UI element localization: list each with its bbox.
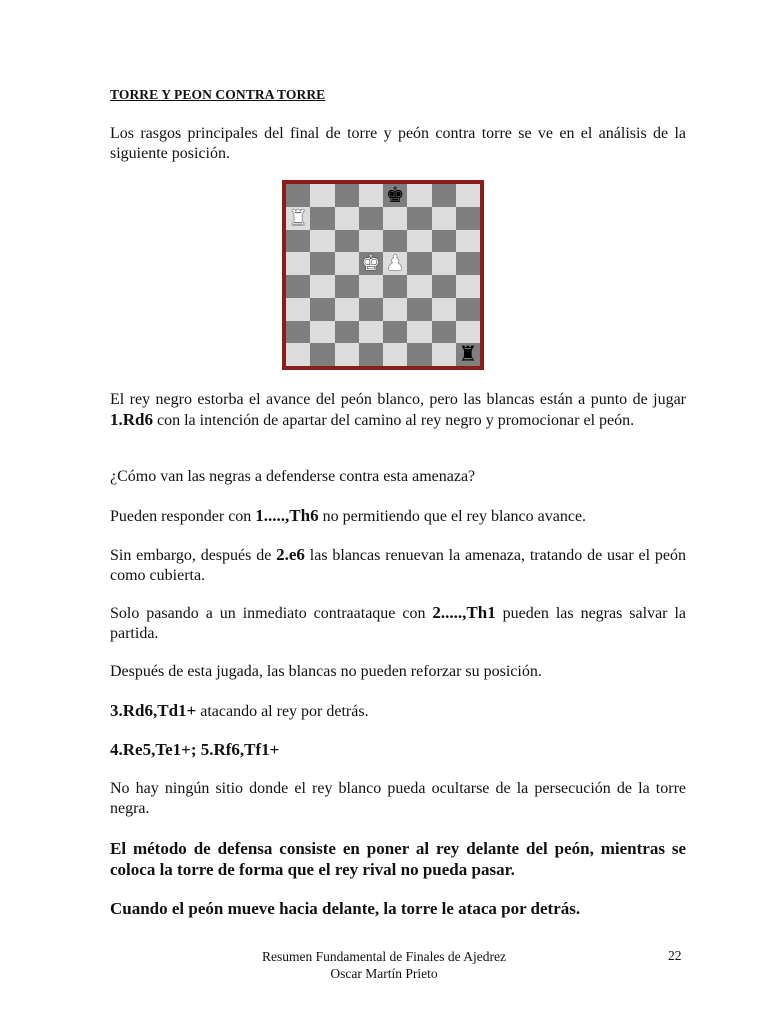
board-square-e4 [383,275,407,298]
board-square-a7 [286,207,310,230]
board-square-d2 [359,321,383,344]
board-square-d8 [359,184,383,207]
board-square-f5 [407,252,431,275]
board-square-c1 [335,343,359,366]
board-square-c4 [335,275,359,298]
board-square-f2 [407,321,431,344]
board-square-g5 [432,252,456,275]
black-king-icon: ♚ [385,182,405,207]
board-square-d5 [359,252,383,275]
paragraph-defense-method: El método de defensa consiste en poner al rey delante del peón, mientras se coloca la torre de forma que el rey rival no pueda pasar. [110,839,686,879]
board-square-a8 [286,184,310,207]
board-square-e3 [383,298,407,321]
chess-move: 4.Re5,Te1+; 5.Rf6,Tf1+ [110,740,280,759]
paragraph-no-hiding: No hay ningún sitio donde el rey blanco pueda ocultarse de la persecución de la torre negra. [110,780,686,817]
board-square-e5 [383,252,407,275]
board-square-b3 [310,298,334,321]
chess-move: 2.e6 [276,545,305,564]
board-square-f4 [407,275,431,298]
footer-book-title: Resumen Fundamental de Finales de Ajedrez [261,949,507,964]
board-square-b7 [310,207,334,230]
board-square-h7 [456,207,480,230]
board-square-g3 [432,298,456,321]
board-square-e2 [383,321,407,344]
board-square-b4 [310,275,334,298]
board-square-b6 [310,230,334,253]
board-square-e7 [383,207,407,230]
paragraph-text: Solo pasando a un inmediato contraataque con [110,605,433,622]
board-square-b2 [310,321,334,344]
board-square-a6 [286,230,310,253]
paragraph-text: Pueden responder con [110,508,256,525]
paragraph-text: pueden las negras salvar la partida. [110,605,687,642]
board-square-a3 [286,298,310,321]
board-square-b5 [310,252,334,275]
board-square-e8 [383,184,407,207]
chess-board [286,184,480,366]
board-square-c5 [335,252,359,275]
paragraph-renewed-threat [110,545,686,586]
board-square-g6 [432,230,456,253]
section-title: TORRE Y PEON CONTRA TORRE [110,87,326,102]
board-square-f3 [407,298,431,321]
board-square-a2 [286,321,310,344]
black-rook-icon: ♜ [458,342,478,367]
board-square-f8 [407,184,431,207]
chess-move: 3.Rd6,Td1+ [110,701,197,720]
board-square-d7 [359,207,383,230]
board-square-c6 [335,230,359,253]
chess-move: 2.....,Th1 [432,603,496,622]
page-footer [0,948,768,982]
paragraph-rook-behind: Cuando el peón mueve hacia delante, la torre le ataca por detrás. [110,899,581,918]
white-king-icon: ♚ [361,251,381,276]
board-square-a5 [286,252,310,275]
board-square-a4 [286,275,310,298]
paragraph-text: las blancas renuevan la amenaza, tratando de usar el peón como cubierta. [110,547,686,584]
board-square-g4 [432,275,456,298]
board-square-g7 [432,207,456,230]
board-square-d1 [359,343,383,366]
board-square-g8 [432,184,456,207]
board-square-h8 [456,184,480,207]
footer-author: Oscar Martín Prieto [330,966,438,981]
chess-move: 1.Rd6 [110,410,153,429]
board-square-b8 [310,184,334,207]
paragraph-question: ¿Cómo van las negras a defenderse contra esta amenaza? [110,468,476,485]
board-square-h5 [456,252,480,275]
page-number: 22 [668,948,682,963]
paragraph-move-3 [110,701,686,722]
paragraph-counterattack [110,603,686,644]
paragraph-text: no permitiendo que el rey blanco avance. [318,508,587,525]
board-square-c3 [335,298,359,321]
board-square-b1 [310,343,334,366]
paragraph-text: con la intención de apartar del camino al rey negro y promocionar el peón. [152,412,635,429]
chess-move: 1.....,Th6 [255,506,319,525]
board-square-f6 [407,230,431,253]
paragraph-text: El rey negro estorba el avance del peón blanco, pero las blancas están a punto de jugar [110,391,686,408]
board-square-d6 [359,230,383,253]
board-square-e6 [383,230,407,253]
white-pawn-icon: ♟ [385,251,405,276]
board-square-d4 [359,275,383,298]
board-square-h4 [456,275,480,298]
board-square-a1 [286,343,310,366]
board-square-h3 [456,298,480,321]
board-square-g2 [432,321,456,344]
board-square-d3 [359,298,383,321]
chess-diagram [282,180,484,370]
board-square-c2 [335,321,359,344]
paragraph-position: Después de esta jugada, las blancas no pueden reforzar su posición. [110,663,542,680]
board-square-h1 [456,343,480,366]
board-square-h2 [456,321,480,344]
paragraph-text: atacando al rey por detrás. [196,703,369,720]
paragraph-response [110,506,686,527]
paragraph-threat [110,390,686,431]
board-square-f1 [407,343,431,366]
board-square-f7 [407,207,431,230]
intro-paragraph: Los rasgos principales del final de torre y peón contra torre se ve en el análisis de la siguiente posición. [110,125,686,162]
paragraph-text: Sin embargo, después de [110,547,277,564]
board-square-c8 [335,184,359,207]
paragraph-moves-4-5 [110,740,686,761]
board-square-e1 [383,343,407,366]
board-square-h6 [456,230,480,253]
board-square-c7 [335,207,359,230]
board-square-g1 [432,343,456,366]
white-rook-icon: ♜ [288,205,308,230]
